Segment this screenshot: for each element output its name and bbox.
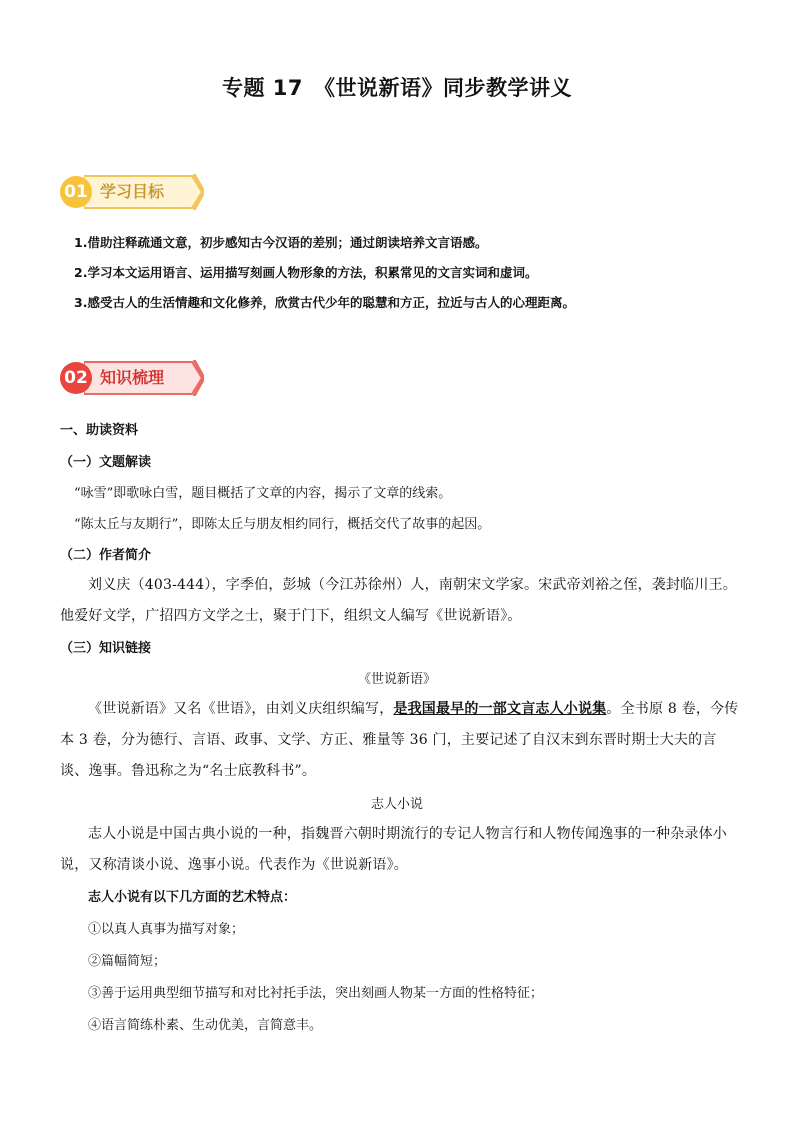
goal-item: 2.学习本文运用语言、运用描写刻画人物形象的方法，积累常见的文言实词和虚词。 — [74, 265, 538, 280]
part-heading: 一、助读资料 — [60, 423, 139, 438]
sub-heading-author: （二）作者简介 — [60, 548, 152, 563]
sub-heading-knowledge-link: （三）知识链接 — [60, 641, 152, 656]
section-number: 02 — [60, 362, 92, 394]
section-label: 学习目标 — [100, 182, 165, 201]
goal-item: 1.借助注释疏通文意，初步感知古今汉语的差别；通过朗读培养文言语感。 — [74, 235, 488, 250]
feature-item: ④语言简练朴素、生动优美，言简意丰。 — [88, 1018, 323, 1033]
feature-item: ③善于运用典型细节描写和对比衬托手法，突出刻画人物某一方面的性格特征； — [88, 986, 544, 1001]
book-paragraph — [60, 694, 740, 787]
sub-heading-title-reading: （一）文题解读 — [60, 455, 152, 470]
novel-title: 志人小说 — [370, 797, 423, 812]
feature-item: ①以真人真事为描写对象； — [88, 922, 245, 937]
novel-paragraph: 志人小说是中国古典小说的一种，指魏晋六朝时期流行的专记人物言行和人物传闻逸事的一种杂录体小说，又称清谈小说、逸事小说。代表作为《世说新语》。 — [60, 826, 727, 873]
book-text-a: 《世说新语》又名《世语》，由刘义庆组织编写， — [88, 701, 394, 717]
goal-item: 3.感受古人的生活情趣和文化修养，欣赏古代少年的聪慧和方正，拉近与古人的心理距离。 — [74, 295, 575, 310]
section-label: 知识梳理 — [100, 368, 165, 387]
section-badge-goals — [60, 172, 210, 214]
section-badge-knowledge — [60, 358, 210, 400]
author-paragraph: 刘义庆（403-444），字季伯，彭城（今江苏徐州）人，南朝宋文学家。宋武帝刘裕之侄，袭封临川王。他爱好文学，广招四方文学之士，聚于门下，组织文人编写《世说新语》。 — [60, 577, 737, 624]
book-title: 《世说新语》 — [357, 672, 436, 687]
features-heading: 志人小说有以下几方面的艺术特点： — [88, 890, 297, 905]
body-line: “咏雪”即歌咏白雪，题目概括了文章的内容，揭示了文章的线索。 — [74, 486, 452, 501]
body-line: “陈太丘与友期行”，即陈太丘与朋友相约同行，概括交代了故事的起因。 — [74, 517, 491, 532]
book-text-b: 。全书原 8 卷，今传本 3 卷，分为德行、言语、政事、文学、方正、雅量等 36 门，主要记述了自汉末到东晋时期士大夫的言谈、逸事。鲁迅称之为“名士底教科书”。 — [60, 701, 739, 779]
page-title: 专题 17 《世说新语》同步教学讲义 — [221, 76, 573, 100]
feature-item: ②篇幅简短； — [88, 954, 167, 969]
section-number: 01 — [60, 176, 92, 208]
book-text-emphasis: 是我国最早的一部文言志人小说集 — [393, 701, 607, 717]
